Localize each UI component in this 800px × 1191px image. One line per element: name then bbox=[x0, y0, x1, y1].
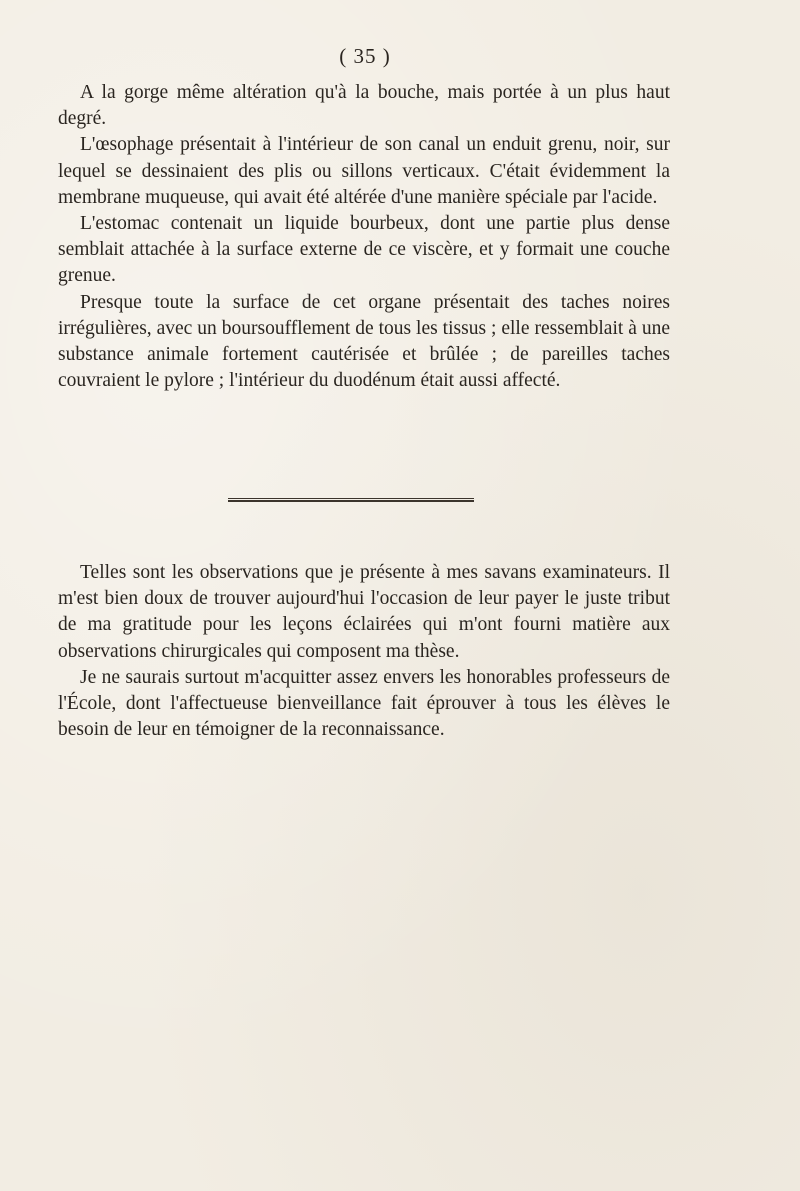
paragraph-gorge: A la gorge même altération qu'à la bouche, mais portée à un plus haut degré. bbox=[58, 82, 670, 130]
paragraph-estomac: L'estomac contenait un liquide bourbeux, dont une partie plus dense semblait attachée à la surface externe de ce viscère, et y formait une couche grenue. bbox=[58, 213, 670, 287]
paragraph-oesophage: L'œsophage présentait à l'intérieur de son canal un enduit grenu, noir, sur lequel se dessinaient des plis ou sillons verticaux. C'était évidemment la membrane muqueuse, qui avait été altérée d'une manière spéciale par l'acide. bbox=[58, 134, 670, 208]
observation-text bbox=[58, 80, 670, 394]
paragraph-surface-organe: Presque toute la surface de cet organe présentait des taches noires irrégulières, avec un boursoufflement de tous les tissus ; elle ressemblait à une substance animale fortement cautérisée et brûlée ; de pareilles taches couvraient le pylore ; l'intérieur du duodénum était aussi affecté. bbox=[58, 291, 670, 392]
page-number: ( 35 ) bbox=[339, 44, 391, 68]
paragraph-observations-conclusion: Telles sont les observations que je présente à mes savans examinateurs. Il m'est bien doux de trouver aujourd'hui l'occasion de leur payer le juste tribut de ma gratitude pour les leçons éclairées qui m'ont fourni matière aux observations chirurgicales qui composent ma thèse. bbox=[58, 562, 670, 662]
paragraph-acknowledgement: Je ne saurais surtout m'acquitter assez envers les honorables professeurs de l'École, dont l'affectueuse bienveillance fait éprouver à tous les élèves le besoin de leur en témoigner de la reconnaissance. bbox=[58, 666, 670, 741]
acknowledgement-text bbox=[58, 560, 670, 743]
section-divider bbox=[228, 497, 474, 503]
